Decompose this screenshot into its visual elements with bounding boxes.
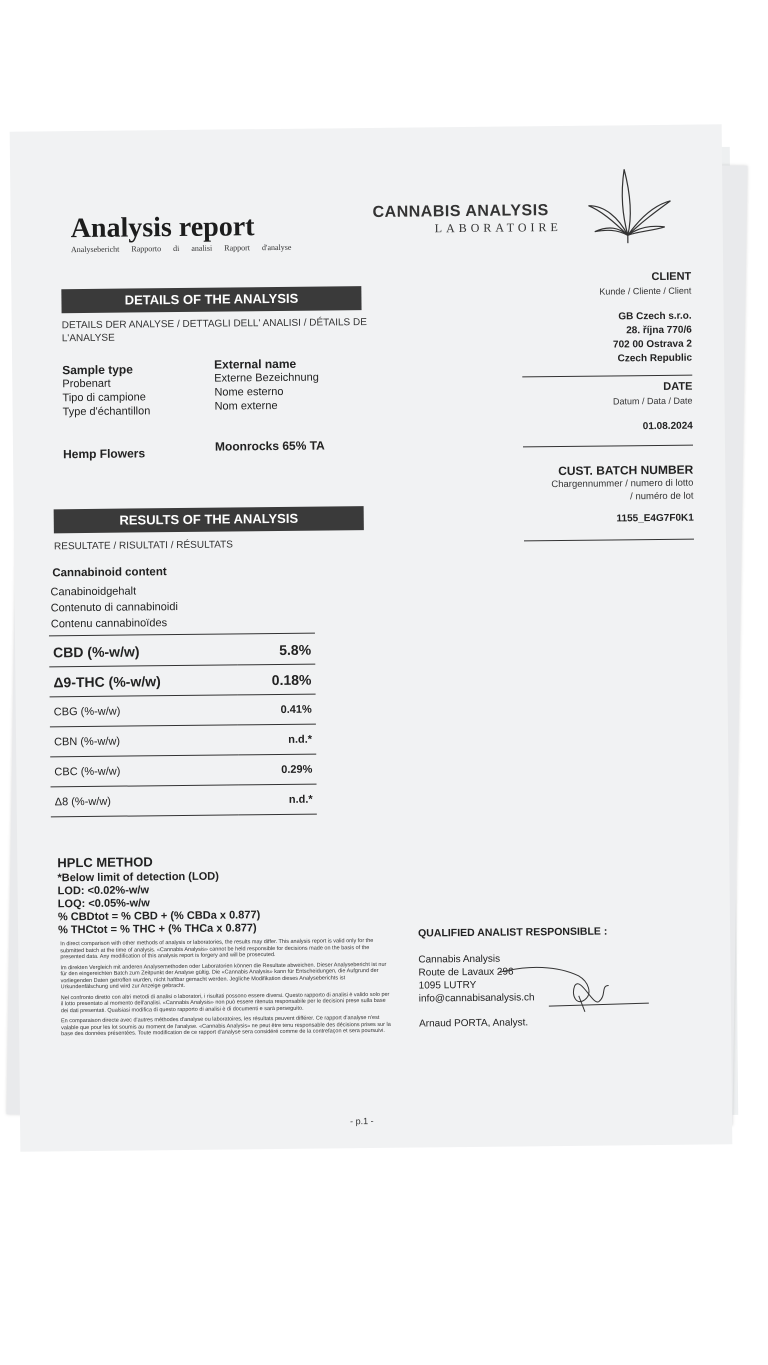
- table-row-thc: [49, 664, 315, 697]
- lab-subtitle: LABORATOIRE: [434, 219, 562, 236]
- hplc-line-3: LOQ: <0.05%-w/w: [57, 897, 150, 911]
- row-name: CBD (%-w/w): [49, 635, 237, 666]
- cannabinoid-table: [49, 635, 317, 818]
- row-name: Δ8 (%-w/w): [51, 785, 239, 817]
- table-row-cbd: [49, 635, 315, 667]
- details-translations: DETAILS DER ANALYSE / DETTAGLI DELL' ANALISI / DÉTAILS DE L'ANALYSE: [61, 317, 367, 345]
- cannabinoid-trans-2: Contenuto di cannabinoidi: [50, 601, 178, 615]
- details-banner: DETAILS OF THE ANALYSIS: [61, 286, 361, 313]
- results-banner: RESULTS OF THE ANALYSIS: [54, 506, 364, 533]
- cannabinoid-label: Cannabinoid content: [52, 566, 167, 580]
- signature-line-2: Route de Lavaux 296: [418, 966, 514, 979]
- sample-type-value: Hemp Flowers: [62, 446, 146, 462]
- batch-translations-2: / numéro de lot: [630, 490, 694, 503]
- external-name-label: External name: [214, 356, 297, 372]
- row-value: 0.18%: [237, 664, 315, 695]
- disclaimer-it: Nel confronto diretto con altri metodi di analisi o laboratori, i risultati possono essere diversi. Questo rapporto di analisi è valido solo per il lotto presentato al momento dell'analisi. «Cannabis Analysis» non può essere ritenuta responsabile per le decisioni prese sulla base dei dati presentati. Qualsiasi modifica di questo rapporto di analisi è di documenti e sarà perseguito.: [60, 991, 390, 1014]
- disclaimer-de: Im direkten Vergleich mit anderen Analysemethoden oder Laboratorien können die Resultate abweichen. Dieser Analysebericht ist nur für den eingereichten Batch zum Zeitpunkt der Analyse gültig. Die «Cannabis Analysis» kann für Entscheidungen, die Aufgrund der vorliegenden Daten getroffen wurden, nicht haftbar gemacht werden. Jegliche Modifikation dieses Analyseberichts ist Urkundenfälschung und wird zur Anzeige gebracht.: [60, 961, 387, 991]
- signature-line-4: info@cannabisanalysis.ch: [418, 992, 535, 1005]
- table-row-cbg: [50, 694, 316, 727]
- external-name-trans-2: Nome esterno: [214, 385, 284, 399]
- table-row-cbc: [50, 754, 316, 787]
- date-translations: Datum / Data / Date: [612, 395, 693, 407]
- sample-type-trans-1: Probenart: [62, 377, 111, 391]
- row-name: CBC (%-w/w): [50, 755, 238, 787]
- row-value: n.d.*: [238, 724, 316, 755]
- row-value: 5.8%: [237, 635, 315, 665]
- client-city: 702 00 Ostrava 2: [612, 338, 692, 351]
- report-subtitle: Analysebericht Rapporto di analisi Rapport d'analyse: [70, 242, 292, 255]
- batch-label: CUST. BATCH NUMBER: [558, 462, 694, 479]
- row-value: n.d.*: [239, 784, 317, 815]
- client-name: GB Czech s.r.o.: [618, 310, 692, 323]
- date-label: DATE: [663, 380, 693, 393]
- client-divider: [522, 375, 692, 378]
- client-street: 28. října 770/6: [626, 324, 692, 337]
- disclaimer-en: In direct comparison with other methods of analysis or laboratories, the results may differ. This analysis report is valid only for the submitted batch at the time of analysis. «Cannabis Analysis» cannot be held responsible for decisions made on the basis of the presented data. Any modification of this analysis report is forgery and will be prosecuted.: [60, 937, 374, 961]
- lab-name: CANNABIS ANALYSIS: [372, 202, 549, 221]
- batch-translations-1: Chargennummer / numero di lotto: [551, 477, 694, 491]
- report-title: Analysis report: [70, 211, 255, 245]
- row-name: Δ9-THC (%-w/w): [49, 665, 237, 697]
- hplc-title: HPLC METHOD: [57, 854, 153, 871]
- sample-type-trans-2: Tipo di campione: [62, 391, 146, 405]
- disclaimer-block: [60, 938, 391, 1042]
- external-name-value: Moonrocks 65% TA: [214, 438, 325, 454]
- sample-type-label: Sample type: [62, 362, 133, 378]
- row-name: CBN (%-w/w): [50, 725, 238, 757]
- analyst-name: Arnaud PORTA, Analyst.: [418, 1017, 529, 1030]
- signature-heading: QUALIFIED ANALIST RESPONSIBLE :: [418, 925, 608, 940]
- results-translations: RESULTATE / RISULTATI / RÉSULTATS: [53, 539, 233, 553]
- row-value: 0.29%: [238, 754, 316, 785]
- cannabis-leaf-logo-icon: [582, 165, 673, 244]
- client-country: Czech Republic: [617, 352, 693, 365]
- handwritten-signature: [488, 955, 659, 1019]
- hplc-line-5: % THCtot = % THC + (% THCa x 0.877): [57, 922, 257, 937]
- external-name-trans-1: Externe Bezeichnung: [214, 371, 319, 385]
- signature-line-3: 1095 LUTRY: [418, 979, 477, 992]
- page-number: - p.1 -: [350, 1115, 374, 1127]
- table-row-cbn: [50, 724, 316, 757]
- row-value: 0.41%: [238, 694, 316, 725]
- hplc-line-1: *Below limit of detection (LOD): [57, 870, 219, 885]
- hplc-line-2: LOD: <0.02%-w/w: [57, 884, 150, 898]
- cannabinoid-trans-1: Canabinoidgehalt: [50, 585, 137, 599]
- batch-divider: [524, 539, 694, 542]
- client-translations: Kunde / Cliente / Client: [599, 285, 692, 297]
- report-page: [10, 124, 733, 1151]
- external-name-trans-3: Nom externe: [214, 399, 278, 413]
- signature-line-1: Cannabis Analysis: [418, 953, 501, 966]
- disclaimer-fr: En comparaison directe avec d'autres méthodes d'analyse ou laboratoires, les résultats peuvent différer. Ce rapport d'analyse n'est valable que pour les lot soumis au moment de l'analyse. «Cannabis Analysis» ne peut être tenu responsable des décisions prises sur la base des données présentées. Toute modification de ce rapport d'analyse sera considéré comme de la contrefaçon et sera poursuivi.: [60, 1014, 391, 1038]
- date-divider: [523, 445, 693, 448]
- cannabinoid-trans-3: Contenu cannabinoïdes: [50, 617, 168, 631]
- date-value: 01.08.2024: [642, 420, 693, 433]
- table-row-delta8: [51, 784, 317, 817]
- client-label: CLIENT: [651, 270, 692, 284]
- batch-value: 1155_E4G7F0K1: [616, 512, 694, 525]
- hplc-line-4: % CBDtot = % CBD + (% CBDa x 0.877): [57, 909, 261, 924]
- row-name: CBG (%-w/w): [50, 695, 238, 727]
- sample-type-trans-3: Type d'échantillon: [62, 405, 151, 419]
